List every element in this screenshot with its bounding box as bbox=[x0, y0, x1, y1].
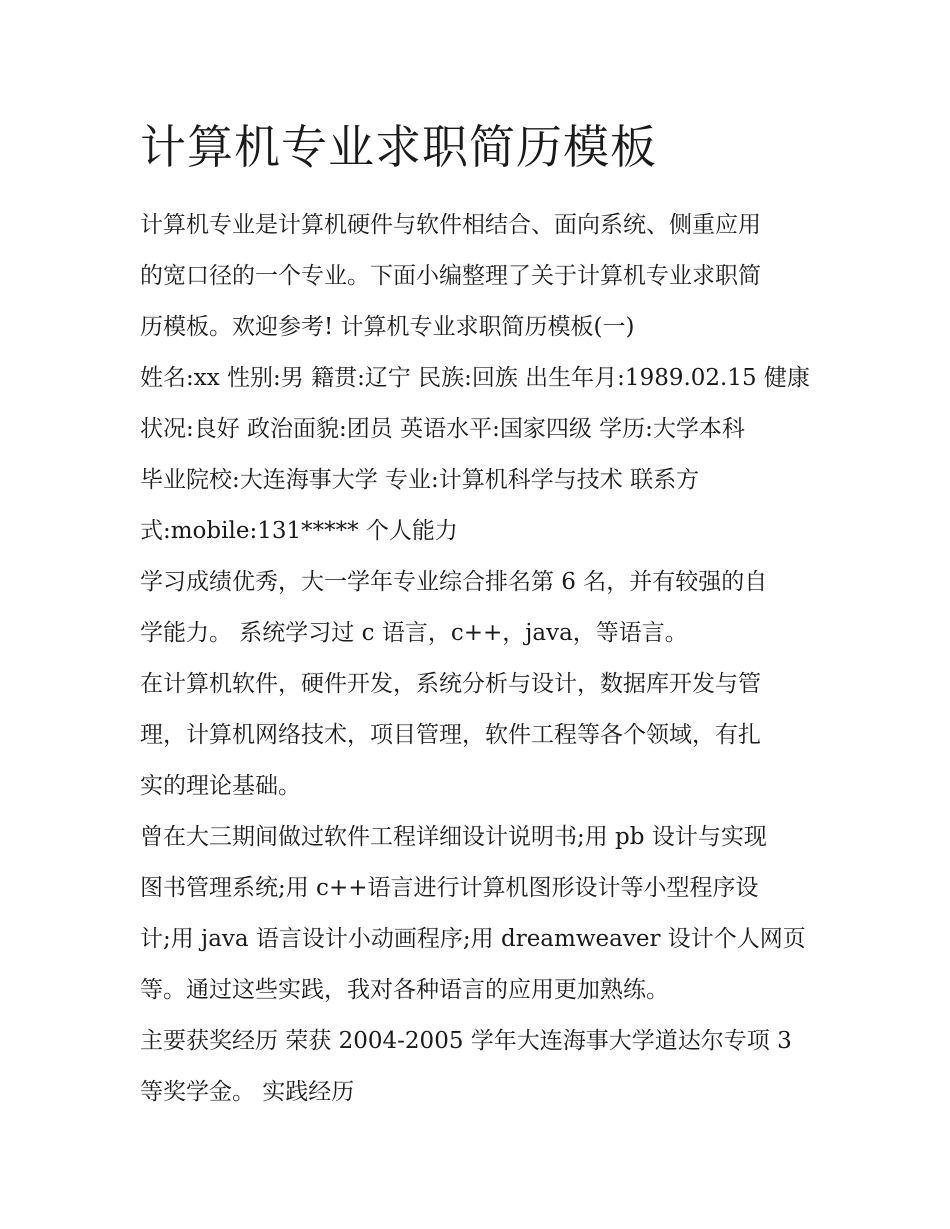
body-line-14: 图书管理系统;用 c++语言进行计算机图形设计等小型程序设 bbox=[140, 875, 759, 901]
document-body bbox=[140, 200, 815, 1118]
body-line-17: 主要获奖经历 荣获 2004-2005 学年大连海事大学道达尔专项 3 bbox=[140, 1028, 792, 1054]
body-line-16: 等。通过这些实践，我对各种语言的应用更加熟练。 bbox=[140, 977, 669, 1003]
body-line-18: 等奖学金。 实践经历 bbox=[140, 1079, 355, 1105]
body-line-1: 计算机专业是计算机硬件与软件相结合、面向系统、侧重应用 bbox=[140, 212, 761, 238]
body-line-7: 式:mobile:131***** 个人能力 bbox=[140, 518, 458, 544]
body-line-5: 状况:良好 政治面貌:团员 英语水平:国家四级 学历:大学本科 bbox=[140, 416, 745, 442]
body-line-11: 理，计算机网络技术，项目管理，软件工程等各个领域，有扎 bbox=[140, 722, 761, 748]
body-line-4: 姓名:xx 性别:男 籍贯:辽宁 民族:回族 出生年月:1989.02.15 健康 bbox=[140, 365, 810, 391]
body-line-3: 历模板。欢迎参考! 计算机专业求职简历模板(一) bbox=[140, 314, 635, 340]
body-line-8: 学习成绩优秀，大一学年专业综合排名第 6 名，并有较强的自 bbox=[140, 569, 768, 595]
document-title: 计算机专业求职简历模板 bbox=[140, 120, 657, 174]
body-line-12: 实的理论基础。 bbox=[140, 773, 301, 799]
body-line-2: 的宽口径的一个专业。下面小编整理了关于计算机专业求职简 bbox=[140, 263, 761, 289]
body-line-13: 曾在大三期间做过软件工程详细设计说明书;用 pb 设计与实现 bbox=[140, 824, 767, 850]
body-line-10: 在计算机软件，硬件开发，系统分析与设计，数据库开发与管 bbox=[140, 671, 761, 697]
body-line-9: 学能力。 系统学习过 c 语言，c++，java，等语言。 bbox=[140, 620, 688, 646]
body-line-15: 计;用 java 语言设计小动画程序;用 dreamweaver 设计个人网页 bbox=[140, 926, 806, 952]
body-line-6: 毕业院校:大连海事大学 专业:计算机科学与技术 联系方 bbox=[140, 467, 700, 493]
